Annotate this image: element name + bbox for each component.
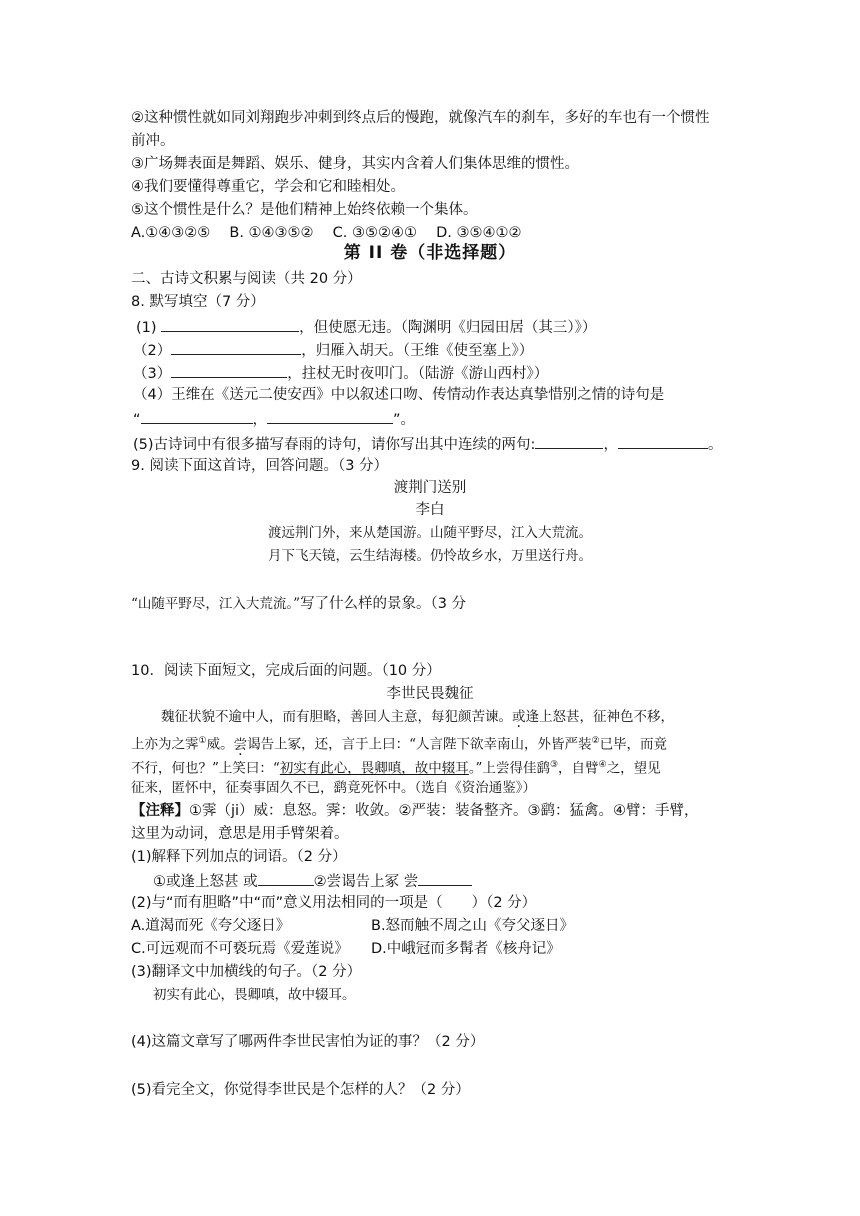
open-quote: “ (133, 412, 141, 428)
passage-line-3a: 不行，何也？”上笑曰：“ (131, 760, 280, 777)
notes-label: 【注释】 (131, 803, 189, 819)
blank-5a[interactable] (535, 433, 603, 449)
poet-name: 李白 (415, 502, 445, 518)
q10-sub3-sentence: 初实有此心，畏卿嗔，故中辍耳。 (153, 987, 356, 1003)
notes-line-1 (131, 801, 699, 821)
poem-line-1: 渡远荆门外，来从楚国游。山随平野尽，江入大荒流。 (268, 525, 592, 541)
q9-question-quote: “山随平野尽，江入大荒流。” (131, 596, 301, 612)
q10-sub2-option-b: B.怒而触不周之山《夸父逐日》 (371, 918, 575, 934)
comma: ， (252, 412, 268, 428)
passage-line-2d: 已毕，而竟 (599, 736, 668, 753)
passage-line-3b: 。”上尝得佳鹞 (468, 760, 550, 777)
passage-line-1 (161, 707, 674, 727)
underlined-sentence: 初实有此心，畏卿嗔，故中辍耳 (279, 760, 469, 777)
comma-2: ， (603, 437, 618, 453)
q10-sub1-heading: (1)解释下列加点的词语。（2 分） (131, 849, 347, 865)
notes-line-2: 这里为动词，意思是用手臂架着。 (131, 826, 349, 842)
poem-line-2: 月下飞天镜，云生结海楼。仍怜故乡水，万里送行舟。 (268, 548, 592, 564)
q8-line-4: （4）王维在《送元二使安西》中以叙述口吻、传情动作表达真挚惜别之情的诗句是 (133, 387, 665, 403)
footnote-2: ② (591, 736, 600, 746)
q8-heading: 8. 默写填空（7 分） (131, 294, 265, 310)
passage-line-3c: ，自臂 (558, 760, 599, 777)
blank-4a[interactable] (141, 408, 253, 424)
q10-sub2-option-a: A.道渴而死《夸父逐日》 (131, 918, 291, 934)
q10-sub4-heading: (4)这篇文章写了哪两件李世民害怕为证的事？（2 分） (131, 1034, 485, 1050)
footnote-4: ④ (598, 760, 607, 770)
period: 。 (707, 437, 723, 453)
q9-question-text: 写了什么样的景象。（3 分 (300, 596, 467, 612)
footnote-3: ③ (549, 760, 559, 770)
passage-line-2b: 威。 (206, 736, 234, 753)
poem-title: 渡荆门送别 (393, 480, 467, 496)
passage-line-3d: 之，望见 (606, 760, 661, 777)
blank-2[interactable] (171, 339, 301, 355)
passage-line-4: 征来，匿怀中，征奏事固久不已，鹞竟死怀中。（选自《资治通鉴》） (131, 780, 536, 796)
q10-sub3-heading: (3)翻译文中加横线的句子。（2 分） (131, 964, 362, 980)
q8-line-2-text: ，归雁入胡天。（王维《使至塞上》） (301, 343, 534, 359)
q7-sentence-3: ③广场舞表面是舞蹈、娱乐、健身，其实内含着人们集体思维的惯性。 (131, 156, 579, 172)
section-heading: 二、古诗文积累与阅读（共 20 分） (131, 271, 362, 287)
passage-line-1a: 魏征状貌不逾中人，而有胆略，善回人主意，每犯颜苦谏。 (161, 709, 512, 725)
blank-3[interactable] (171, 362, 287, 378)
blank-4b[interactable] (267, 408, 393, 424)
sub1-item-1: ①或逢上怒甚 或 (153, 874, 258, 890)
q10-heading: 10．阅读下面短文，完成后面的问题。（10 分） (131, 663, 441, 679)
passage-line-1b: 逢上怒甚，征神色不移， (525, 709, 674, 725)
passage-line-2a: 上亦为之霁 (131, 736, 199, 753)
q7-options: A.①④③②⑤ B. ①④③⑤② C. ③⑤②④① D. ③⑤④①② (131, 225, 522, 241)
q10-sub5-heading: (5)看完全文，你觉得李世民是个怎样的人？（2 分） (131, 1082, 470, 1098)
q8-line-2-number: （2） (133, 343, 172, 359)
notes-text-1: ①霁（ji）威：息怒。霁：收敛。②严装：装备整齐。③鹞：猛禽。④臂：手臂， (189, 803, 699, 819)
q8-line-3 (133, 362, 548, 384)
part2-title: 第 II 卷（非选择题） (343, 243, 517, 263)
passage-line-3 (131, 755, 661, 779)
passage-title: 李世民畏魏征 (386, 686, 474, 702)
q10-sub2-option-c: C.可远观而不可亵玩焉《爱莲说》 (131, 941, 349, 957)
blank-chang[interactable] (418, 870, 472, 886)
q9-question (131, 594, 466, 614)
q7-sentence-5: ⑤这个惯性是什么？是他们精神上始终依赖一个集体。 (131, 202, 478, 218)
q7-sentence-2-cont: 前冲。 (131, 133, 175, 149)
q10-sub2-option-d: D.中峨冠而多髯者《核舟记》 (371, 941, 561, 957)
q8-line-5 (133, 433, 722, 455)
blank-5b[interactable] (618, 433, 708, 449)
q7-sentence-2: ②这种惯性就如同刘翔跑步冲刺到终点后的慢跑，就像汽车的刹车，多好的车也有一个惯性 (131, 110, 710, 126)
q7-sentence-4: ④我们要懂得尊重它，学会和它和睦相处。 (131, 179, 405, 195)
blank-huo[interactable] (258, 870, 314, 886)
q10-sub1-items (153, 870, 472, 892)
q8-line-4-blanks (133, 408, 415, 430)
dotted-word-chang: 尝 (233, 736, 248, 753)
q10-sub2-heading: (2)与“而有胆略”中“而”意义用法相同的一项是（ ）（2 分） (131, 895, 537, 911)
q8-line-3-text: ，拄杖无时夜叩门。（陆游《游山西村》） (287, 366, 549, 382)
close-quote: ”。 (393, 412, 416, 428)
sub1-item-2: ②尝谒告上冢 尝 (313, 874, 419, 890)
q8-line-1 (136, 316, 596, 338)
q8-line-5-text: (5)古诗词中有很多描写春雨的诗句，请你写出其中连续的两句: (133, 437, 536, 453)
passage-line-2 (131, 731, 667, 755)
q9-heading: 9. 阅读下面这首诗，回答问题。（3 分） (131, 458, 389, 474)
q8-line-1-text: ，但使愿无违。（陶渊明《归园田居（其三）》） (299, 320, 597, 336)
passage-line-2c: 谒告上冢，还，言于上曰：“人言陛下欲幸南山，外皆严装 (247, 736, 592, 753)
q8-line-2 (133, 339, 533, 361)
blank-1[interactable] (161, 316, 299, 332)
q8-line-3-number: （3） (133, 366, 172, 382)
q8-line-1-number: (1) (136, 320, 157, 336)
footnote-1: ① (198, 736, 207, 746)
dotted-word-huo: 或 (512, 709, 526, 725)
